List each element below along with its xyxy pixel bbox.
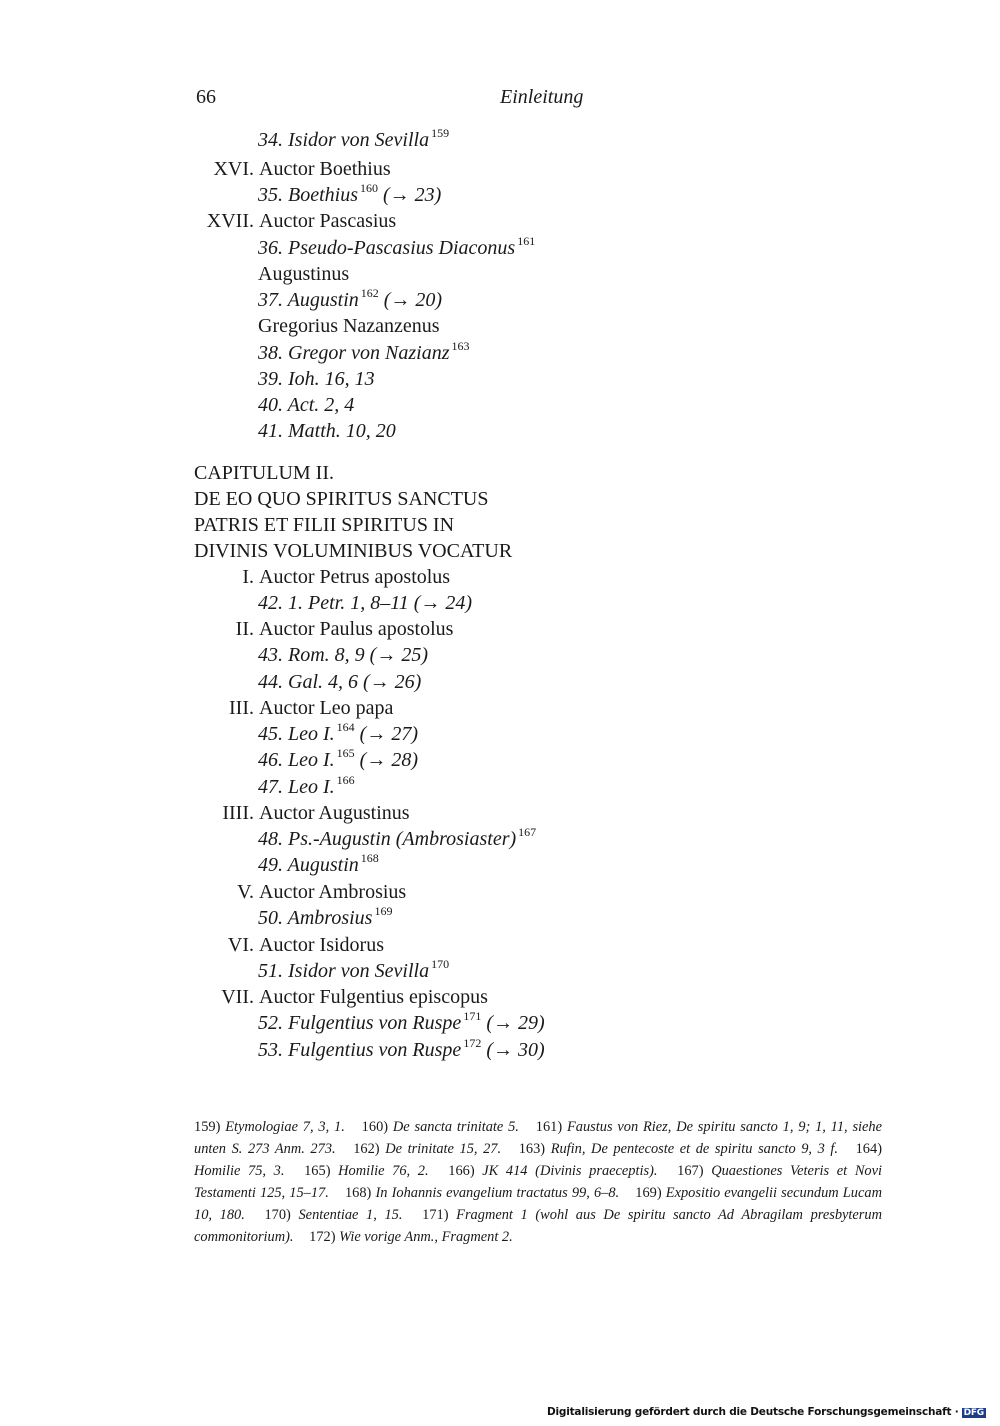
- author-text: Augustinus: [258, 263, 350, 285]
- source-item: [258, 959, 449, 983]
- footnote-ref: 171: [463, 1009, 482, 1023]
- source-item: [258, 591, 472, 615]
- item-title: Ambrosius: [287, 907, 373, 929]
- cross-reference: (→ 23): [378, 184, 442, 206]
- chapter-heading: [194, 487, 488, 511]
- author-label: [258, 314, 440, 338]
- section-numeral: VI.: [227, 934, 254, 956]
- footnote: [353, 1141, 501, 1157]
- cross-reference: (→ 26): [358, 671, 422, 693]
- item-title: Leo I.: [288, 776, 335, 798]
- footnote-number: 172): [309, 1229, 340, 1245]
- footnote-text: Wie vorige Anm., Fragment 2.: [339, 1229, 513, 1245]
- source-item: [258, 722, 418, 746]
- item-number: 46.: [258, 749, 288, 771]
- item-number: 35.: [258, 184, 288, 206]
- footnote-text: Expositio evangelii secundum Lucam 10, 180.: [194, 1185, 882, 1223]
- item-number: 50.: [258, 907, 288, 929]
- item-title: Leo I.: [288, 749, 335, 771]
- footnote-ref: 159: [431, 126, 450, 140]
- source-item: [258, 775, 355, 799]
- cross-reference: (→ 24): [408, 592, 473, 614]
- source-item: [258, 670, 421, 694]
- footnote-ref: 168: [360, 851, 379, 865]
- footnote-number: 167): [677, 1163, 712, 1179]
- item-number: 40.: [258, 394, 288, 416]
- footnote-ref: 172: [463, 1036, 482, 1050]
- item-number: 52.: [258, 1012, 288, 1034]
- item-number: 48.: [258, 828, 288, 850]
- source-item: [258, 853, 379, 877]
- item-title: Fulgentius von Ruspe: [288, 1012, 462, 1034]
- source-item: [258, 341, 469, 365]
- digitization-credit: [547, 1406, 986, 1418]
- item-title: Gal. 4, 6: [288, 671, 358, 693]
- footnote-ref: 170: [431, 957, 450, 971]
- item-title: Rom. 8, 9: [288, 644, 365, 666]
- footnote-text: Homilie 76, 2.: [338, 1163, 429, 1179]
- section-label: Auctor Petrus apostolus: [259, 566, 451, 588]
- chapter-heading-text: DE EO QUO SPIRITUS SANCTUS: [194, 488, 489, 510]
- item-title: Pseudo-Pascasius Diaconus: [288, 237, 516, 259]
- section-numeral: I.: [242, 566, 254, 588]
- source-item: [258, 236, 535, 260]
- footnote-text: Quaestiones Veteris et Novi Testamenti 125, 15–17.: [194, 1163, 883, 1201]
- footnote-ref: 165: [336, 746, 355, 760]
- item-title: Act. 2, 4: [287, 394, 355, 416]
- cross-reference: (→ 28): [354, 749, 418, 771]
- chapter-heading: [194, 539, 512, 563]
- section-label: Auctor Ambrosius: [259, 881, 407, 903]
- section-numeral: V.: [237, 881, 254, 903]
- cross-reference: (→ 20): [378, 289, 443, 311]
- section-label: Auctor Augustinus: [259, 802, 410, 824]
- section-label: Auctor Pascasius: [259, 210, 397, 232]
- footnote-ref: 162: [360, 286, 379, 300]
- source-item: [258, 1011, 545, 1035]
- section-numeral: IIII.: [222, 802, 254, 824]
- footnotes: [194, 1116, 882, 1248]
- footnote-number: 163): [518, 1141, 551, 1157]
- footnote: [194, 1119, 345, 1135]
- section-numeral: III.: [229, 697, 254, 719]
- item-number: 51.: [258, 960, 288, 982]
- item-title: Augustin: [287, 854, 359, 876]
- chapter-heading-text: CAPITULUM II.: [194, 462, 334, 484]
- item-number: 45.: [258, 723, 288, 745]
- source-item: [258, 643, 428, 667]
- footnote-number: 159): [194, 1119, 226, 1135]
- cross-reference: (→ 25): [364, 644, 428, 666]
- item-title: Isidor von Sevilla: [288, 129, 430, 151]
- footnote-number: 168): [344, 1185, 376, 1201]
- credit-text: Digitalisierung gefördert durch die Deutsche Forschungsgemeinschaft ·: [546, 1406, 959, 1418]
- item-title: Augustin: [287, 289, 359, 311]
- author-label: [258, 262, 349, 286]
- item-title: Ps.-Augustin (Ambrosiaster): [288, 828, 517, 850]
- footnote-ref: 160: [360, 181, 378, 195]
- footnote-ref: 169: [374, 904, 393, 918]
- item-number: 43.: [258, 644, 288, 666]
- author-text: Gregorius Nazanzenus: [258, 315, 440, 337]
- item-number: 39.: [258, 368, 288, 390]
- item-number: 47.: [258, 776, 288, 798]
- item-title: Fulgentius von Ruspe: [288, 1039, 462, 1061]
- source-item: [258, 128, 449, 152]
- footnote-number: 170): [264, 1207, 299, 1223]
- page-number: 66: [196, 86, 216, 108]
- source-item: [258, 1038, 545, 1062]
- source-item: [258, 183, 441, 207]
- footnote-ref: 166: [336, 773, 355, 787]
- footnote-ref: 164: [336, 720, 355, 734]
- footnote-text: De sancta trinitate 5.: [392, 1119, 519, 1135]
- item-title: 1. Petr. 1, 8–11: [288, 592, 409, 614]
- section-label: Auctor Paulus apostolus: [259, 618, 454, 640]
- source-item: [258, 288, 442, 312]
- footnote-text: Homilie 75, 3.: [194, 1163, 285, 1179]
- source-item: [258, 419, 396, 443]
- item-title: Matth. 10, 20: [288, 420, 396, 442]
- footnote-text: De trinitate 15, 27.: [385, 1141, 502, 1157]
- item-title: Boethius: [288, 184, 358, 206]
- item-number: 38.: [258, 342, 288, 364]
- source-item: [258, 748, 418, 772]
- footnote-number: 160): [361, 1119, 393, 1135]
- footnote-number: 165): [304, 1163, 339, 1179]
- item-title: Isidor von Sevilla: [288, 960, 430, 982]
- dfg-logo: DFG: [963, 1408, 984, 1418]
- chapter-heading: [194, 461, 334, 485]
- footnote-text: JK 414 (Divinis praeceptis).: [482, 1163, 658, 1179]
- footnote-number: 169): [635, 1185, 666, 1201]
- section-label: Auctor Leo papa: [259, 697, 394, 719]
- source-item: [258, 906, 392, 930]
- footnote-number: 166): [448, 1163, 483, 1179]
- footnote-text: In Iohannis evangelium tractatus 99, 6–8.: [375, 1185, 620, 1201]
- section-numeral: XVI.: [213, 158, 254, 180]
- item-title: Ioh. 16, 13: [288, 368, 375, 390]
- footnote: [362, 1119, 519, 1135]
- section-label: Auctor Fulgentius episcopus: [259, 986, 488, 1008]
- item-title: Gregor von Nazianz: [288, 342, 450, 364]
- footnote-ref: 161: [517, 234, 536, 248]
- section-label: Auctor Boethius: [259, 158, 391, 180]
- chapter-heading: [194, 513, 454, 537]
- footnote: [345, 1185, 619, 1201]
- footnote-text: Rufin, De pentecoste et de spiritu sancto 9, 3 f.: [550, 1141, 839, 1157]
- footnote-text: Fragment 1 (wohl aus De spiritu sancto Ad Abragilam presbyterum commonitorium).: [194, 1207, 882, 1245]
- footnote: [264, 1207, 402, 1223]
- item-number: 37.: [258, 289, 288, 311]
- item-number: 49.: [258, 854, 288, 876]
- section-numeral: XVII.: [206, 210, 254, 232]
- footnote: [304, 1163, 428, 1179]
- footnote-number: 161): [535, 1119, 567, 1135]
- item-number: 44.: [258, 671, 288, 693]
- footnote-text: Faustus von Riez, De spiritu sancto 1, 9; 1, 11, siehe unten S. 273 Anm. 273.: [194, 1119, 883, 1157]
- cross-reference: (→ 29): [481, 1012, 545, 1034]
- footnote-number: 164): [855, 1141, 882, 1157]
- footnote: [309, 1229, 513, 1245]
- chapter-heading-text: DIVINIS VOLUMINIBUS VOCATUR: [194, 540, 513, 562]
- footnote-text: Etymologiae 7, 3, 1.: [225, 1119, 345, 1135]
- cross-reference: (→ 30): [481, 1039, 545, 1061]
- footnote-ref: 163: [451, 339, 470, 353]
- item-number: 53.: [258, 1039, 288, 1061]
- source-item: [258, 367, 375, 391]
- section-numeral: II.: [235, 618, 254, 640]
- item-number: 36.: [258, 237, 288, 259]
- section-numeral: VII.: [221, 986, 254, 1008]
- chapter-heading-text: PATRIS ET FILII SPIRITUS IN: [194, 514, 455, 536]
- section-label: Auctor Isidorus: [259, 934, 384, 956]
- footnote: [519, 1141, 838, 1157]
- footnote-number: 171): [422, 1207, 457, 1223]
- source-item: [258, 393, 354, 417]
- item-number: 41.: [258, 420, 288, 442]
- footnote-text: Sententiae 1, 15.: [298, 1207, 403, 1223]
- item-number: 34.: [258, 129, 288, 151]
- footnote-number: 162): [353, 1141, 386, 1157]
- item-number: 42.: [258, 592, 288, 614]
- source-item: [258, 827, 536, 851]
- cross-reference: (→ 27): [354, 723, 418, 745]
- footnote-ref: 167: [518, 825, 537, 839]
- running-head: Einleitung: [500, 86, 584, 108]
- footnote: [448, 1163, 657, 1179]
- item-title: Leo I.: [288, 723, 335, 745]
